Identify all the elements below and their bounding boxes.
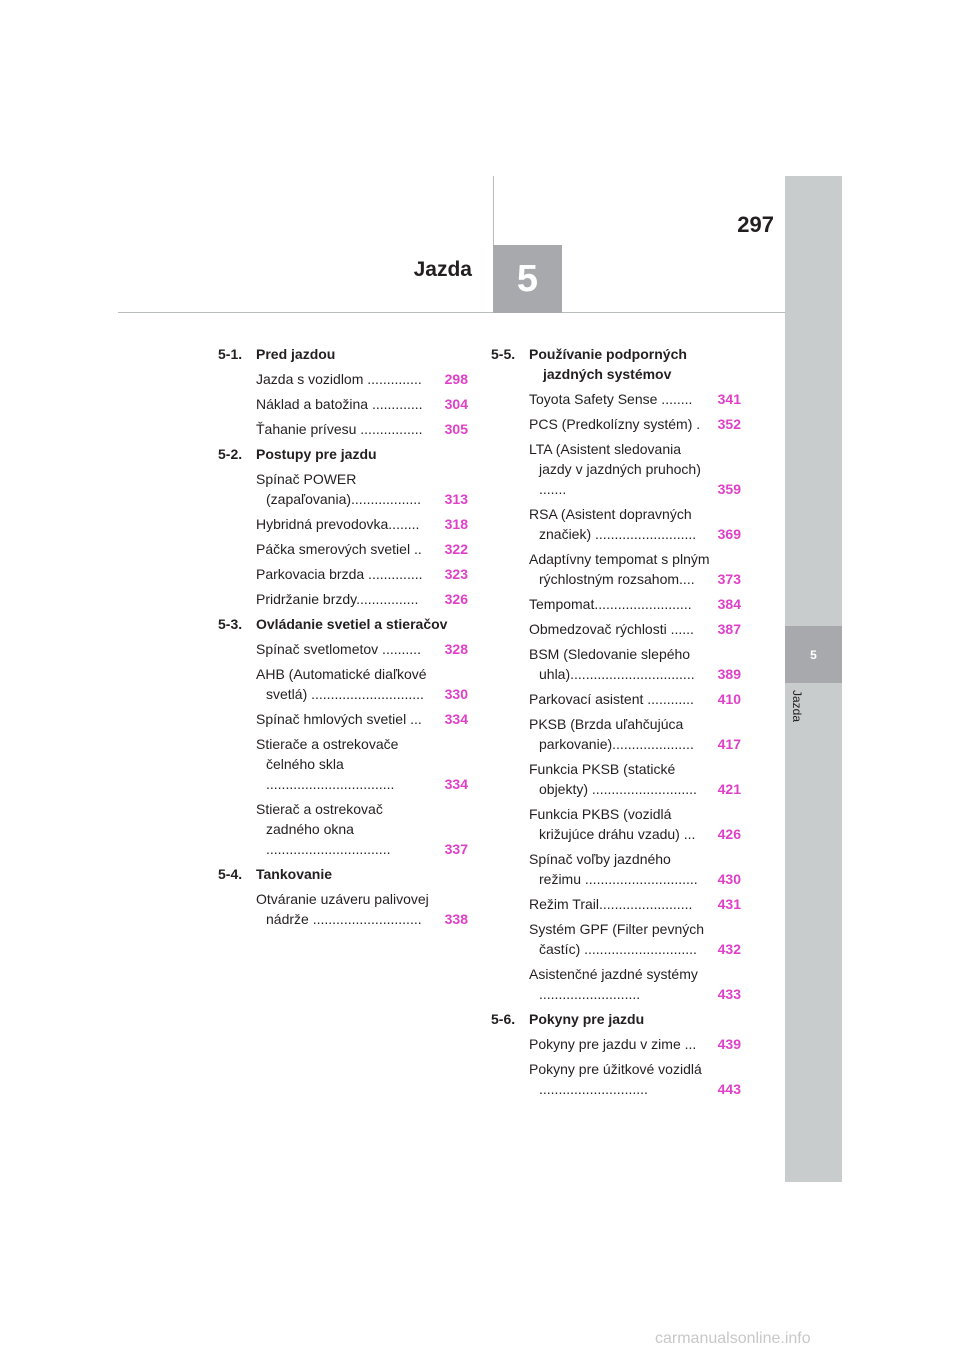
toc-entry-page-link[interactable]: 326: [444, 591, 468, 607]
toc-entry[interactable]: [256, 889, 468, 929]
toc-entry-page-link[interactable]: 417: [717, 736, 741, 752]
toc-entry[interactable]: [529, 389, 741, 409]
toc-entry-page-link[interactable]: 421: [717, 781, 741, 797]
toc-entry[interactable]: [529, 1059, 741, 1099]
toc-entry-title: Hybridná prevodovka........: [256, 516, 420, 532]
toc-entry[interactable]: [529, 644, 741, 684]
toc-entry[interactable]: [529, 804, 741, 844]
chapter-number-box: [493, 245, 562, 313]
toc-entry-page-link[interactable]: 304: [444, 396, 468, 412]
toc-entry[interactable]: [529, 1034, 741, 1054]
toc-entry-page-link[interactable]: 433: [717, 986, 741, 1002]
toc-entry[interactable]: [256, 369, 468, 389]
toc-entry-page-link[interactable]: 330: [444, 686, 468, 702]
toc-entry-title: AHB (Automatické diaľkové svetlá) .............................: [256, 666, 427, 702]
toc-entry-page-link[interactable]: 322: [444, 541, 468, 557]
toc-entry-page-link[interactable]: 432: [717, 941, 741, 957]
toc-entry[interactable]: [256, 589, 468, 609]
toc-entry-title: Asistenčné jazdné systémy ..........................: [529, 966, 698, 1002]
toc-entry-page-link[interactable]: 439: [717, 1036, 741, 1052]
toc-entry-title: Spínač POWER (zapaľovania)..................: [256, 471, 422, 507]
toc-entry-page-link[interactable]: 352: [717, 416, 741, 432]
toc-entry[interactable]: [256, 639, 468, 659]
chapter-number: 5: [516, 257, 539, 300]
toc-entry-title: Parkovacia brzda ..............: [256, 566, 423, 582]
toc-entry[interactable]: [529, 849, 741, 889]
toc-entry-title: Pokyny pre jazdu v zime ...: [529, 1036, 697, 1052]
toc-section-heading: [218, 614, 468, 634]
toc-entry-title: Spínač svetlometov ..........: [256, 641, 421, 657]
toc-entry[interactable]: [529, 504, 741, 544]
toc-entry[interactable]: [529, 594, 741, 614]
toc-entry-page-link[interactable]: 373: [717, 571, 741, 587]
thumb-tab-number: 5: [810, 647, 817, 662]
section-number: 5-6.: [491, 1011, 516, 1027]
toc-entry-title: BSM (Sledovanie slepého uhla)................................: [529, 646, 695, 682]
toc-entry-title: Parkovací asistent ............: [529, 691, 694, 707]
header-divider-vertical: [493, 176, 494, 246]
toc-entry-page-link[interactable]: 298: [444, 371, 468, 387]
toc-entry[interactable]: [256, 664, 468, 704]
section-number: 5-2.: [218, 446, 243, 462]
toc-entry-title: RSA (Asistent dopravných značiek) ..........................: [529, 506, 697, 542]
toc-entry[interactable]: [529, 894, 741, 914]
toc-entry-title: Stierač a ostrekovač zadného okna ................................: [256, 801, 391, 857]
toc-entry-title: PCS (Predkolízny systém) .: [529, 416, 701, 432]
toc-entry[interactable]: [529, 964, 741, 1004]
toc-entry-title: Adaptívny tempomat s plným rýchlostným rozsahom....: [529, 551, 710, 587]
toc-entry-page-link[interactable]: 369: [717, 526, 741, 542]
toc-entry-title: Spínač hmlových svetiel ...: [256, 711, 422, 727]
toc-entry[interactable]: [256, 394, 468, 414]
toc-entry[interactable]: [256, 564, 468, 584]
toc-entry-title: Otváranie uzáveru palivovej nádrže ............................: [256, 891, 429, 927]
toc-entry[interactable]: [256, 799, 468, 859]
toc-entry-page-link[interactable]: 334: [444, 776, 468, 792]
toc-entry[interactable]: [529, 759, 741, 799]
toc-entry-title: Pokyny pre úžitkové vozidlá ............................: [529, 1061, 702, 1097]
toc-entry-page-link[interactable]: 305: [444, 421, 468, 437]
toc-entry-page-link[interactable]: 334: [444, 711, 468, 727]
toc-section-heading: [218, 864, 468, 884]
toc-entry[interactable]: [256, 734, 468, 794]
toc-entry-title: Spínač voľby jazdného režimu .............................: [529, 851, 698, 887]
toc-right-column: [491, 344, 741, 1104]
chapter-title: Jazda: [413, 258, 472, 281]
toc-entry[interactable]: [529, 714, 741, 754]
toc-entry-title: Funkcia PKSB (statické objekty) ...........................: [529, 761, 697, 797]
toc-entry[interactable]: [256, 419, 468, 439]
toc-entry-page-link[interactable]: 341: [717, 391, 741, 407]
toc-entry[interactable]: [529, 439, 741, 499]
toc-entry[interactable]: [256, 539, 468, 559]
toc-entry[interactable]: [256, 469, 468, 509]
section-number: 5-3.: [218, 616, 243, 632]
toc-entry-page-link[interactable]: 338: [444, 911, 468, 927]
toc-entry[interactable]: [529, 414, 741, 434]
section-number: 5-1.: [218, 346, 243, 362]
toc-entry-page-link[interactable]: 430: [717, 871, 741, 887]
toc-entry-page-link[interactable]: 426: [717, 826, 741, 842]
toc-section-heading: [218, 344, 468, 364]
toc-entry-page-link[interactable]: 337: [444, 841, 468, 857]
toc-section-heading: [491, 1009, 741, 1029]
section-title: Ovládanie svetiel a stieračov: [256, 616, 448, 632]
thumb-index-tab[interactable]: [785, 626, 842, 683]
section-title: Pokyny pre jazdu: [529, 1011, 645, 1027]
toc-entry-title: PKSB (Brzda uľahčujúca parkovanie).....................: [529, 716, 694, 752]
toc-entry-page-link[interactable]: 313: [444, 491, 468, 507]
toc-entry-page-link[interactable]: 443: [717, 1081, 741, 1097]
section-title: Tankovanie: [256, 866, 332, 882]
toc-entry[interactable]: [529, 619, 741, 639]
toc-entry-title: Režim Trail........................: [529, 896, 693, 912]
watermark: carmanualsonline.info: [655, 1330, 811, 1347]
header-divider-horizontal: [118, 312, 785, 313]
section-title: Pred jazdou: [256, 346, 336, 362]
section-title: Používanie podporných jazdných systémov: [529, 346, 687, 382]
page-number: 297: [737, 212, 774, 237]
toc-entry-page-link[interactable]: 387: [717, 621, 741, 637]
toc-entry[interactable]: [256, 709, 468, 729]
toc-entry-title: Obmedzovač rýchlosti ......: [529, 621, 694, 637]
toc-entry[interactable]: [529, 549, 741, 589]
toc-entry-page-link[interactable]: 318: [444, 516, 468, 532]
toc-entry-title: Pridržanie brzdy................: [256, 591, 419, 607]
toc-section-heading: [218, 444, 468, 464]
toc-entry-page-link[interactable]: 328: [444, 641, 468, 657]
thumb-index-label: Jazda: [790, 690, 804, 723]
toc-entry-title: Stierače a ostrekovače čelného skla .................................: [256, 736, 399, 792]
section-number: 5-5.: [491, 346, 516, 362]
toc-entry-title: Ťahanie prívesu ................: [256, 421, 423, 437]
toc-left-column: [218, 344, 468, 934]
toc-entry-title: Náklad a batožina .............: [256, 396, 423, 412]
toc-entry-title: Systém GPF (Filter pevných častíc) .............................: [529, 921, 705, 957]
toc-entry-title: Páčka smerových svetiel ..: [256, 541, 422, 557]
toc-section-heading: [491, 344, 741, 384]
toc-entry-page-link[interactable]: 431: [717, 896, 741, 912]
toc-entry[interactable]: [256, 514, 468, 534]
toc-entry-page-link[interactable]: 389: [717, 666, 741, 682]
section-title: Postupy pre jazdu: [256, 446, 377, 462]
toc-entry-title: Tempomat.........................: [529, 596, 692, 612]
toc-entry-page-link[interactable]: 323: [444, 566, 468, 582]
section-number: 5-4.: [218, 866, 243, 882]
toc-entry-title: Funkcia PKBS (vozidlá križujúce dráhu vzadu) ...: [529, 806, 696, 842]
toc-entry-title: Toyota Safety Sense ........: [529, 391, 693, 407]
toc-entry-page-link[interactable]: 410: [717, 691, 741, 707]
toc-entry-title: LTA (Asistent sledovania jazdy v jazdných pruhoch) .......: [529, 441, 701, 497]
toc-entry[interactable]: [529, 689, 741, 709]
toc-entry-title: Jazda s vozidlom ..............: [256, 371, 422, 387]
toc-entry[interactable]: [529, 919, 741, 959]
toc-entry-page-link[interactable]: 359: [717, 481, 741, 497]
toc-entry-page-link[interactable]: 384: [717, 596, 741, 612]
